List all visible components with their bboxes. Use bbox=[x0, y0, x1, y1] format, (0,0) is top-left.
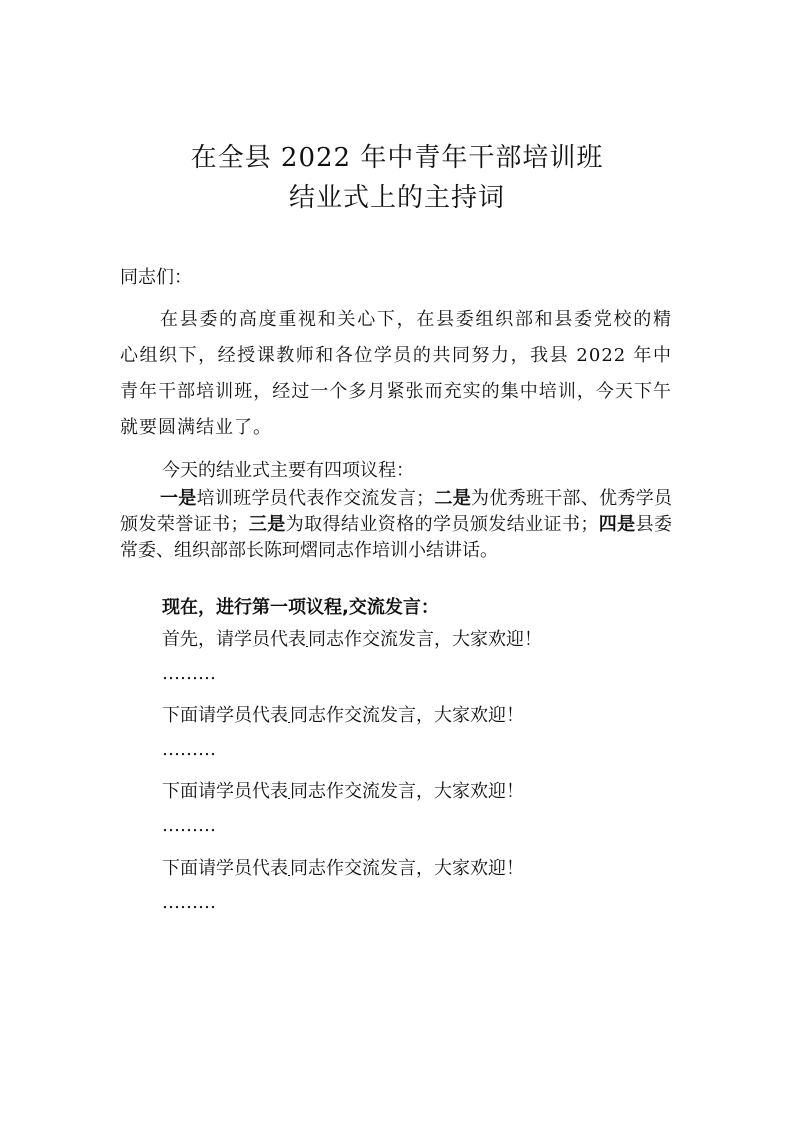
salutation: 同志们： bbox=[120, 267, 192, 288]
agenda-label-1: 一是 bbox=[160, 488, 197, 509]
agenda-text-2: 为优秀班干部、优秀学员颁发荣誉证书； bbox=[120, 488, 673, 535]
ellipsis-3: ……… bbox=[162, 815, 216, 836]
speaker-intro-1 bbox=[162, 628, 542, 652]
speaker-intro-3-b: 同志作交流发言，大家欢迎！ bbox=[290, 781, 524, 802]
agenda-label-2: 二是 bbox=[434, 488, 472, 509]
agenda-paragraph bbox=[120, 486, 672, 564]
speaker-intro-1-a: 首先，请学员代表 bbox=[162, 629, 306, 650]
ellipsis-2: ……… bbox=[162, 739, 216, 760]
heading-bold-part: 现在，进行第一项议程, bbox=[162, 597, 349, 618]
agenda-text-3: 为取得结业资格的学员颁发结业证书； bbox=[285, 514, 599, 535]
intro-paragraph: 在县委的高度重视和关心下，在县委组织部和县委党校的精心组织下，经授课教师和各位学员的共同努力，我县 2022 年中青年干部培训班，经过一个多月紧张而充实的集中培训，今天下午就要圆满结业了。 bbox=[120, 309, 672, 438]
speaker-intro-3 bbox=[162, 780, 524, 804]
speaker-intro-1-b: 同志作交流发言，大家欢迎！ bbox=[308, 629, 542, 650]
agenda-intro: 今天的结业式主要有四项议程： bbox=[162, 460, 414, 481]
first-agenda-heading bbox=[162, 596, 439, 620]
agenda-text-1: 培训班学员代表作交流发言； bbox=[196, 488, 435, 509]
speaker-intro-2 bbox=[162, 704, 524, 728]
agenda-label-3: 三是 bbox=[248, 514, 286, 535]
document-title-line-1: 在全县 2022 年中青年干部培训班 bbox=[190, 143, 604, 173]
ellipsis-4: ……… bbox=[162, 892, 216, 913]
speaker-intro-4-a: 下面请学员代表 bbox=[162, 858, 288, 879]
speaker-intro-2-b: 同志作交流发言，大家欢迎！ bbox=[290, 705, 524, 726]
heading-rest-part: 交流发言： bbox=[348, 597, 439, 618]
agenda-label-4: 四是 bbox=[598, 514, 636, 535]
speaker-intro-4-b: 同志作交流发言，大家欢迎！ bbox=[290, 858, 524, 879]
speaker-intro-3-a: 下面请学员代表 bbox=[162, 781, 288, 802]
speaker-intro-2-a: 下面请学员代表 bbox=[162, 705, 288, 726]
agenda-text-4: 县委常委、组织部部长陈珂熠同志作培训小结讲话。 bbox=[120, 514, 673, 561]
ellipsis-1: ……… bbox=[162, 663, 216, 684]
document-title-line-2: 结业式上的主持词 bbox=[288, 183, 505, 213]
speaker-intro-4 bbox=[162, 857, 524, 881]
